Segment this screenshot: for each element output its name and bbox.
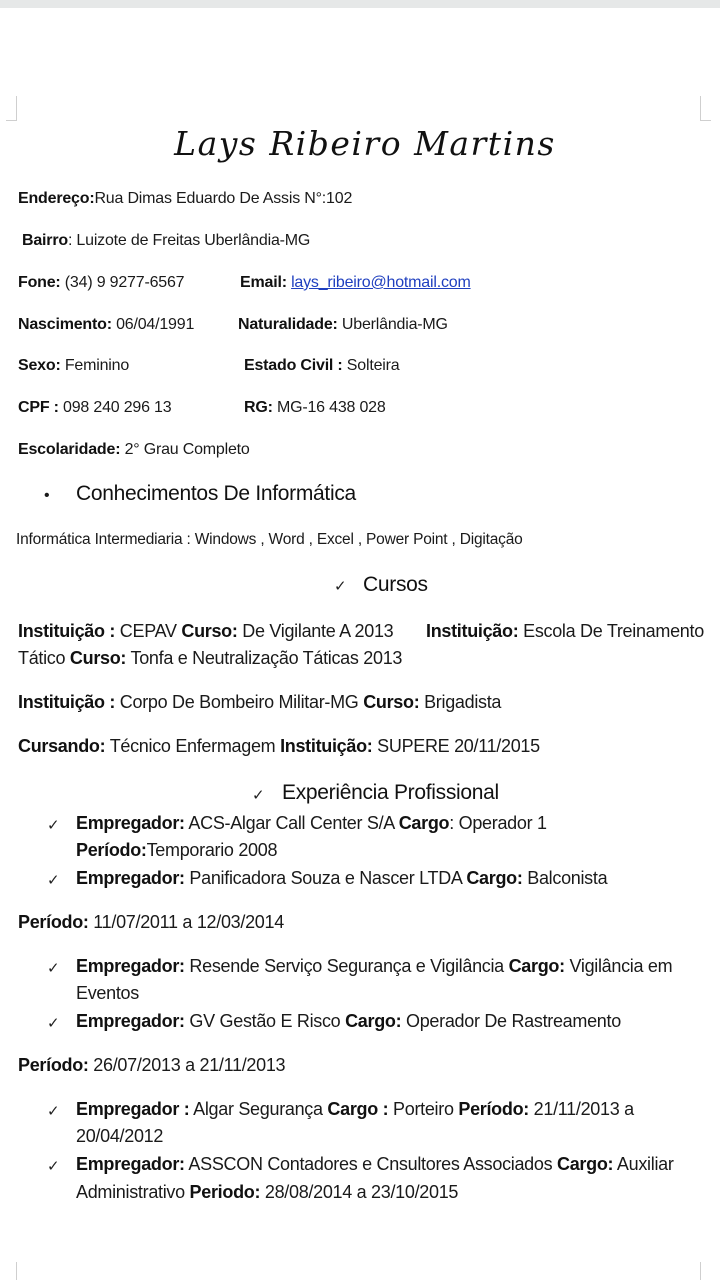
- employer-value: ACS-Algar Call Center S/A: [184, 813, 399, 833]
- email-label: Email:: [240, 274, 287, 291]
- district-label: Bairro: [22, 232, 68, 249]
- employer-label: Empregador:: [76, 1154, 185, 1174]
- address-label: Endereço:: [18, 190, 95, 207]
- role-value: : Operador 1: [449, 813, 547, 833]
- course-line-1b: [426, 621, 704, 642]
- role-value: Operador De Rastreamento: [401, 1011, 621, 1031]
- role-label: Cargo: [398, 813, 450, 833]
- marital-value: Solteira: [342, 357, 400, 374]
- check-icon: ✓: [47, 1103, 60, 1120]
- period-line: [18, 912, 284, 933]
- employer-label: Empregador:: [76, 813, 185, 833]
- experience-item: [76, 1011, 621, 1032]
- period-label: Período:: [18, 1055, 89, 1075]
- employer-value: Algar Segurança: [189, 1099, 328, 1119]
- employer-label: Empregador:: [76, 868, 185, 888]
- role-label: Cargo:: [557, 1154, 614, 1174]
- studying-value: Técnico Enfermagem: [105, 736, 281, 756]
- course-line-4: [18, 736, 540, 757]
- education-line: [18, 441, 250, 459]
- education-label: Escolaridade:: [18, 441, 121, 458]
- resume-name: Lays Ribeiro Martins: [174, 124, 556, 163]
- experience-item: [76, 868, 607, 889]
- role-label: Cargo:: [345, 1011, 402, 1031]
- page-corner-mark-top-right: [700, 96, 711, 121]
- role-label: Cargo:: [508, 956, 565, 976]
- course-institution-label: Instituição :: [18, 621, 116, 641]
- course-institution-value: SUPERE 20/11/2015: [372, 736, 540, 756]
- role-label: Cargo :: [327, 1099, 389, 1119]
- district-value: : Luizote de Freitas Uberlândia-MG: [67, 232, 311, 249]
- continuation-text: Administrativo: [76, 1182, 190, 1202]
- period-label: Periodo:: [189, 1182, 261, 1202]
- role-value: Porteiro: [388, 1099, 459, 1119]
- sex-line: [18, 357, 129, 375]
- course-institution-value: CEPAV: [115, 621, 182, 641]
- sex-label: Sexo:: [18, 357, 61, 374]
- birth-line: [18, 316, 194, 334]
- cpf-label: CPF :: [18, 399, 59, 416]
- cpf-value: 098 240 296 13: [58, 399, 172, 416]
- employer-value: GV Gestão E Risco: [184, 1011, 346, 1031]
- experience-item-continuation: Eventos: [76, 983, 139, 1003]
- role-value: Auxiliar: [613, 1154, 674, 1174]
- period-label: Período:: [76, 840, 147, 860]
- rg-line: [244, 399, 386, 417]
- role-value: Vigilância em: [564, 956, 673, 976]
- check-icon: ✓: [47, 960, 60, 977]
- marital-label: Estado Civil :: [244, 357, 343, 374]
- experience-item-period: [76, 840, 277, 861]
- check-icon: ✓: [334, 578, 347, 595]
- check-icon: ✓: [47, 817, 60, 834]
- period-line: [18, 1055, 285, 1076]
- course-institution-value: Escola De Treinamento: [518, 621, 704, 641]
- marital-line: [244, 357, 399, 375]
- course-institution-label: Instituição:: [426, 621, 519, 641]
- course-value: Tonfa e Neutralização Táticas 2013: [126, 648, 403, 668]
- course-line-2: [18, 648, 402, 669]
- sex-value: Feminino: [60, 357, 130, 374]
- check-icon: ✓: [252, 787, 265, 804]
- phone-line: [18, 274, 184, 292]
- course-institution-label: Instituição :: [18, 692, 116, 712]
- phone-label: Fone:: [18, 274, 61, 291]
- viewer-top-bar: [0, 0, 720, 8]
- course-value: Brigadista: [419, 692, 502, 712]
- computing-text: Informática Intermediaria : Windows , Word , Excel , Power Point , Digitação: [16, 531, 523, 548]
- page-corner-mark-bottom-left: [6, 1262, 17, 1280]
- experience-item: [76, 1154, 674, 1175]
- check-icon: ✓: [47, 1158, 60, 1175]
- course-line-1: [18, 621, 393, 642]
- bullet-icon: •: [44, 487, 50, 504]
- employer-label: Empregador:: [76, 956, 185, 976]
- course-label: Curso:: [69, 648, 127, 668]
- experience-item-continuation: 20/04/2012: [76, 1126, 164, 1146]
- email-link[interactable]: lays_ribeiro@hotmail.com: [291, 274, 471, 291]
- experience-item-continuation: [76, 1182, 458, 1203]
- role-label: Cargo:: [466, 868, 523, 888]
- birth-value: 06/04/1991: [111, 316, 195, 333]
- employer-value: Resende Serviço Segurança e Vigilância: [184, 956, 509, 976]
- computing-heading: Conhecimentos De Informática: [76, 482, 356, 505]
- employer-value: ASSCON Contadores e Cnsultores Associados: [184, 1154, 558, 1174]
- education-value: 2° Grau Completo: [120, 441, 250, 458]
- period-value: 21/11/2013 a: [528, 1099, 634, 1119]
- experience-item: [76, 1099, 634, 1120]
- check-icon: ✓: [47, 872, 60, 889]
- rg-label: RG:: [244, 399, 273, 416]
- employer-label: Empregador :: [76, 1099, 190, 1119]
- period-value: 26/07/2013 a 21/11/2013: [88, 1055, 286, 1075]
- rg-value: MG-16 438 028: [272, 399, 386, 416]
- origin-label: Naturalidade:: [238, 316, 338, 333]
- district-line: [22, 232, 310, 250]
- period-label: Período:: [458, 1099, 529, 1119]
- role-value: Balconista: [522, 868, 608, 888]
- address-line: [18, 190, 352, 208]
- origin-line: [238, 316, 448, 334]
- period-value: 28/08/2014 a 23/10/2015: [260, 1182, 459, 1202]
- course-label: Curso:: [363, 692, 420, 712]
- studying-label: Cursando:: [18, 736, 106, 756]
- course-label: Curso:: [181, 621, 238, 641]
- phone-value: (34) 9 9277-6567: [60, 274, 185, 291]
- check-icon: ✓: [47, 1015, 60, 1032]
- course-institution-value: Corpo De Bombeiro Militar-MG: [115, 692, 364, 712]
- period-value: 11/07/2011 a 12/03/2014: [88, 912, 284, 932]
- course-line-3: [18, 692, 501, 713]
- email-line: [240, 274, 471, 292]
- course-value: De Vigilante A 2013: [237, 621, 394, 641]
- period-label: Período:: [18, 912, 89, 932]
- courses-heading: Cursos: [363, 573, 428, 596]
- page-corner-mark-bottom-right: [700, 1262, 711, 1280]
- course-institution-value: Tático: [18, 648, 70, 668]
- origin-value: Uberlândia-MG: [337, 316, 448, 333]
- experience-heading: Experiência Profissional: [282, 781, 499, 804]
- birth-label: Nascimento:: [18, 316, 112, 333]
- course-institution-label: Instituição:: [280, 736, 373, 756]
- employer-value: Panificadora Souza e Nascer LTDA: [184, 868, 467, 888]
- page-corner-mark-top-left: [6, 96, 17, 121]
- experience-item: [76, 956, 672, 977]
- cpf-line: [18, 399, 171, 417]
- period-value: Temporario 2008: [146, 840, 278, 860]
- experience-item: [76, 813, 547, 834]
- employer-label: Empregador:: [76, 1011, 185, 1031]
- address-value: Rua Dimas Eduardo De Assis N°:102: [94, 190, 353, 207]
